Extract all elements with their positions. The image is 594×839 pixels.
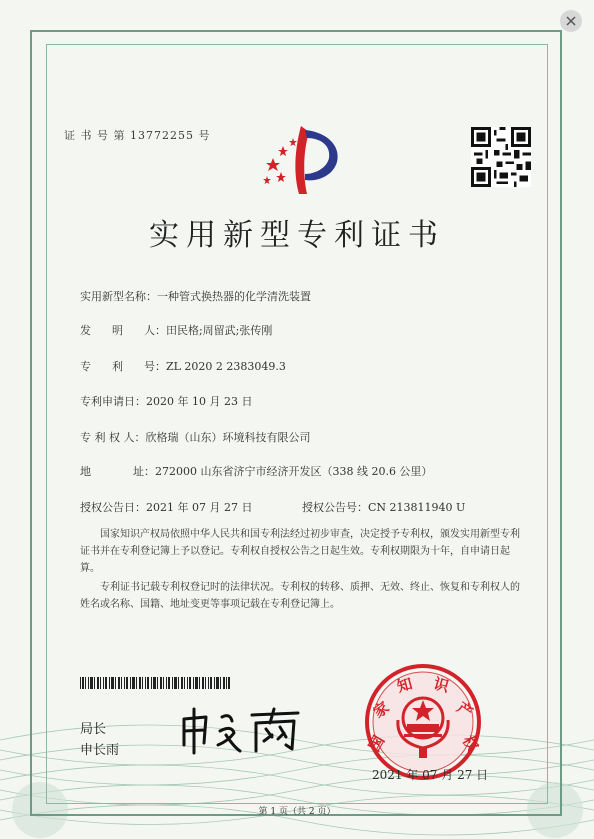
- grant-number-value: CN 213811940 U: [368, 501, 466, 514]
- grant-statement-paragraph: 国家知识产权局依照中华人民共和国专利法经过初步审查，决定授予专利权，颁发实用新型专利证书并在专利登记簿上予以登记。专利权自授权公告之日起生效。专利权期限为十年，自申请日起算。: [80, 529, 520, 574]
- director-title: 局长: [80, 722, 107, 737]
- svg-text:权: 权: [458, 732, 482, 755]
- grant-number-row: [302, 499, 465, 515]
- patent-number-value: ZL 2020 2 2383049.3: [165, 360, 286, 373]
- grant-date-label: 授权公告日：: [80, 501, 146, 514]
- address-label: 地 址：: [80, 465, 155, 478]
- utility-model-name-row: [80, 288, 311, 304]
- legal-status-paragraph: 专利证书记载专利权登记时的法律状况。专利权的转移、质押、无效、终止、恢复和专利权人的姓名或名称、国籍、地址变更等事项记载在专利登记簿上。: [80, 582, 520, 610]
- patent-number-row: [80, 358, 286, 374]
- patentee-value: 欣格瑞（山东）环境科技有限公司: [145, 431, 311, 444]
- inventor-value: 田民格;周留武;张传刚: [165, 324, 273, 337]
- svg-text:产: 产: [453, 698, 477, 722]
- page-footer: 第 1 页（共 2 页）: [258, 807, 336, 817]
- seal-date: 2021 年 07 月 27 日: [372, 768, 489, 782]
- filing-date-row: [80, 393, 252, 409]
- certificate-number-label: 证 书 号 第: [64, 129, 126, 142]
- official-seal-icon: [362, 662, 484, 782]
- close-icon: [566, 16, 576, 26]
- address-row: [80, 463, 432, 479]
- patent-number-label: 专 利 号：: [80, 360, 166, 373]
- svg-text:国: 国: [365, 732, 389, 755]
- svg-text:识: 识: [431, 674, 451, 696]
- filing-date-value: 2020 年 10 月 23 日: [146, 395, 253, 408]
- utility-model-name-value: 一种管式换热器的化学清洗装置: [157, 290, 311, 303]
- certificate-number: [64, 127, 211, 143]
- certificate-number-suffix: 号: [198, 129, 211, 142]
- patentee-label: 专 利 权 人：: [80, 431, 146, 444]
- close-button[interactable]: [560, 10, 582, 32]
- certificate-title: 实用新型专利证书: [149, 218, 445, 253]
- director-name: 申长雨: [80, 743, 120, 758]
- svg-text:家: 家: [369, 698, 393, 722]
- barcode-icon: [80, 677, 230, 689]
- cnipa-logo-icon: [255, 118, 350, 198]
- inventor-label: 发 明 人：: [80, 324, 166, 337]
- svg-text:知: 知: [395, 674, 415, 696]
- grant-number-label: 授权公告号：: [302, 501, 368, 514]
- patentee-row: [80, 429, 311, 445]
- grant-date-value: 2021 年 07 月 27 日: [146, 501, 253, 514]
- address-value: 272000 山东省济宁市经济开发区（338 线 20.6 公里）: [154, 465, 433, 478]
- inventor-row: [80, 322, 272, 338]
- utility-model-name-label: 实用新型名称：: [80, 290, 157, 303]
- qr-code-icon: [471, 127, 531, 187]
- certificate-number-value: 13772255: [130, 129, 194, 142]
- grant-date-row: [80, 499, 252, 515]
- filing-date-label: 专利申请日：: [80, 395, 146, 408]
- director-signature: [178, 705, 303, 757]
